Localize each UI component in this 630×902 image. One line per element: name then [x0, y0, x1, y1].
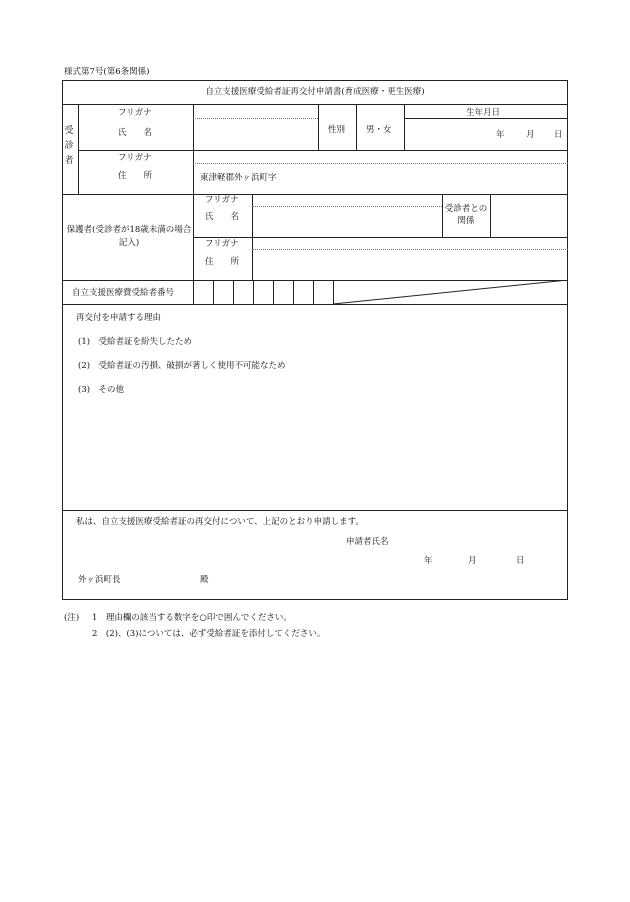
address-value[interactable]: 東津軽郡外ヶ浜町字	[200, 173, 277, 183]
reason-item-1[interactable]: (1) 受給者証を紛失したため	[78, 337, 193, 347]
guardian-relation-field[interactable]	[492, 196, 566, 236]
guardian-name-field[interactable]	[254, 208, 440, 236]
patient-furigana-label: フリガナ	[118, 108, 152, 118]
form-number: 様式第7号(第6条関係)	[64, 67, 150, 77]
guardian-address-field[interactable]	[254, 251, 566, 279]
note-2: 2 (2)、(3)については、必ず受給者証を添付してください。	[92, 629, 326, 639]
notes-label: (注)	[64, 613, 80, 623]
recipient-number-field[interactable]	[193, 281, 333, 303]
reason-item-2[interactable]: (2) 受給者証の汚損、破損が著しく使用不可能なため	[78, 361, 286, 371]
birthdate-month: 月	[526, 130, 535, 140]
address-label: 住 所	[118, 171, 153, 181]
birthdate-field[interactable]	[406, 120, 566, 148]
guardian-label: 保護者(受診者が18歳未満の場合記入)	[66, 225, 192, 248]
gender-options[interactable]: 男・女	[366, 125, 392, 135]
declaration-date-month: 月	[468, 556, 477, 566]
addressee: 外ヶ浜町長	[78, 575, 121, 585]
birthdate-label: 生年月日	[466, 108, 501, 118]
note-1: 1 理由欄の該当する数字を○印で囲んでください。	[92, 613, 292, 623]
recipient-number-label: 自立支援医療費受給者番号	[72, 288, 175, 298]
declaration-date-year: 年	[424, 556, 433, 566]
guardian-address-label: 住 所	[205, 257, 240, 267]
form-title: 自立支援医療受給者証再交付申請書(育成医療・更生医療)	[205, 87, 425, 97]
guardian-relation-label: 受診者との関係	[444, 204, 488, 226]
birthdate-day: 日	[554, 130, 563, 140]
patient-section-label: 受診者	[64, 126, 74, 166]
reason-item-3[interactable]: (3) その他	[78, 385, 125, 395]
guardian-furigana-label: フリガナ	[205, 195, 239, 205]
declaration-statement: 私は、自立支援医療受給者証の再交付について、上記のとおり申請します。	[76, 517, 364, 527]
honorific: 殿	[200, 575, 209, 585]
applicant-name-field[interactable]	[392, 534, 562, 548]
gender-label: 性別	[328, 125, 346, 135]
patient-name-label: 氏 名	[118, 128, 153, 138]
guardian-name-label: 氏 名	[205, 212, 240, 222]
patient-name-field[interactable]	[196, 120, 316, 150]
declaration-date-day: 日	[516, 556, 525, 566]
applicant-name-label: 申請者氏名	[346, 537, 389, 547]
guardian-address-furigana-label: フリガナ	[205, 239, 239, 249]
address-furigana-label: フリガナ	[118, 153, 152, 163]
reason-heading: 再交付を申請する理由	[76, 313, 162, 323]
diagonal-slash	[333, 280, 568, 304]
birthdate-year: 年	[496, 130, 505, 140]
